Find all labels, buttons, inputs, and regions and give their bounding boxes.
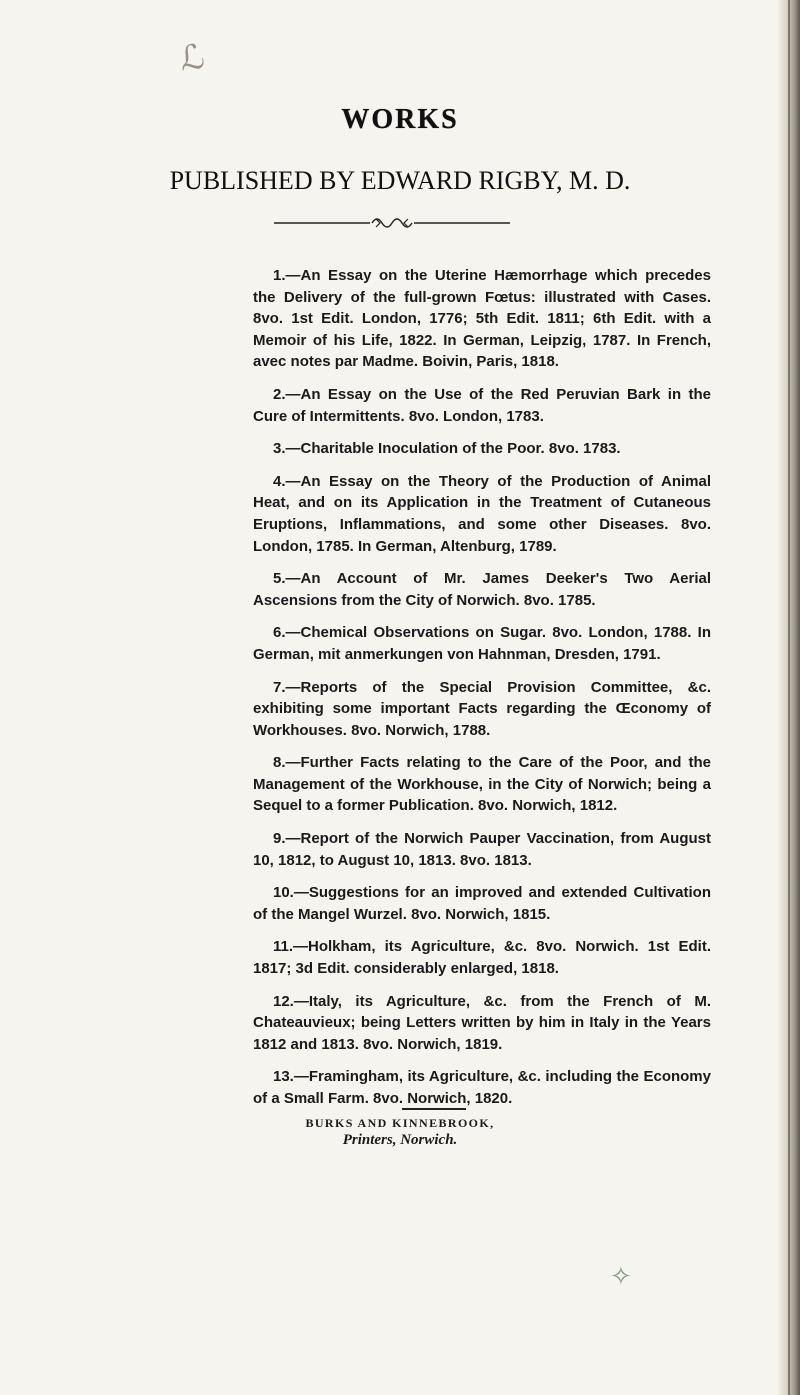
ornament-divider-icon [274, 211, 510, 235]
page-edge-line [788, 0, 790, 1395]
page-subtitle: PUBLISHED BY EDWARD RIGBY, M. D. [169, 166, 631, 195]
page-title: WORKS [341, 104, 459, 135]
printer-divider [402, 1108, 466, 1110]
publication-entry: 11.—Holkham, its Agriculture, &c. 8vo. Norwich. 1st Edit. 1817; 3d Edit. considerably enlarged, 1818. [253, 938, 711, 978]
publication-entry: 1.—An Essay on the Uterine Hæmorrhage which precedes the Delivery of the full-grown Fœtus: illustrated with Cases. 8vo. 1st Edit. London, 1776; 5th Edit. 1811; 6th Edit. with a Memoir of his Life, 1822. In German, Leipzig, 1787. In French, avec notes par Madme. Boivin, Paris, 1818. [253, 267, 711, 371]
publication-entry: 13.—Framingham, its Agriculture, &c. including the Economy of a Small Farm. 8vo. Norwich, 1820. [253, 1068, 711, 1107]
publication-entry: 5.—An Account of Mr. James Deeker's Two Aerial Ascensions from the City of Norwich. 8vo. 1785. [253, 570, 711, 609]
publication-entry: 7.—Reports of the Special Provision Committee, &c. exhibiting some important Facts regarding the Œconomy of Workhouses. 8vo. Norwich, 1788. [253, 678, 711, 739]
printer-place: Printers, Norwich. [342, 1132, 458, 1148]
publication-entry: 10.—Suggestions for an improved and extended Cultivation of the Mangel Wurzel. 8vo. Norwich, 1815. [253, 884, 711, 923]
publication-entry: 8.—Further Facts relating to the Care of the Poor, and the Management of the Workhouse, in the City of Norwich; being a Sequel to a former Publication. 8vo. Norwich, 1812. [253, 754, 711, 815]
pencil-mark-icon: ℒ [177, 38, 208, 79]
publication-entry: 6.—Chemical Observations on Sugar. 8vo. London, 1788. In German, mit anmerkungen von Hahnman, Dresden, 1791. [253, 624, 711, 663]
publication-entry: 2.—An Essay on the Use of the Red Peruvian Bark in the Cure of Intermittents. 8vo. London, 1783. [253, 385, 711, 425]
publication-entry: 3.—Charitable Inoculation of the Poor. 8vo. 1783. [273, 440, 621, 458]
publication-entry: 12.—Italy, its Agriculture, &c. from the French of M. Chateauvieux; being Letters written by him in Italy in the Years 1812 and 1813. 8vo. Norwich, 1819. [253, 992, 711, 1053]
stamp-mark-icon: ✧ [610, 1262, 632, 1291]
publication-entry: 9.—Report of the Norwich Pauper Vaccination, from August 10, 1812, to August 10, 1813. 8vo. 1813. [253, 830, 711, 869]
publication-entry: 4.—An Essay on the Theory of the Production of Animal Heat, and on its Application in the Treatment of Cutaneous Eruptions, Inflammations, and some other Diseases. 8vo. London, 1785. In German, Altenburg, 1789. [253, 472, 711, 555]
publication-list [253, 265, 711, 1121]
printer-imprint [0, 1116, 800, 1149]
printer-names: BURKS AND KINNEBROOK, [305, 1116, 495, 1130]
